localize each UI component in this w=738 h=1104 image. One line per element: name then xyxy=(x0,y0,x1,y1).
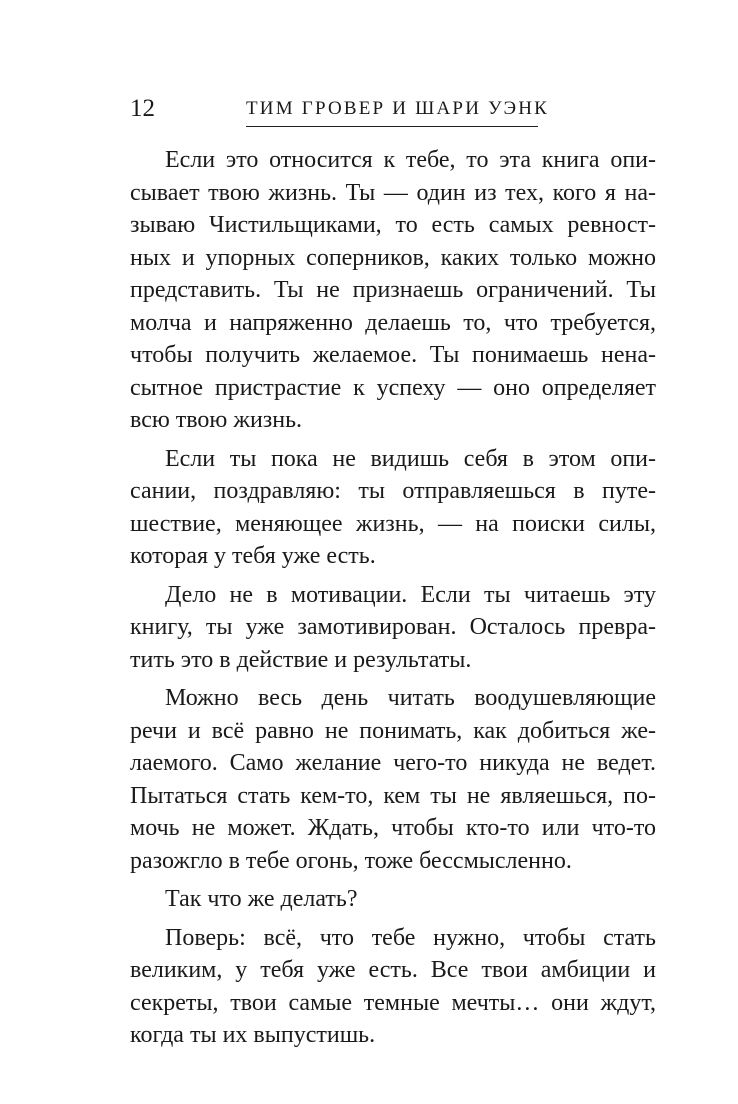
text-line: Можно весь день читать воодушевляющие xyxy=(165,685,656,711)
text-line: всю твою жизнь. xyxy=(130,407,303,433)
page-number: 12 xyxy=(130,95,155,122)
text-line: представить. Ты не признаешь ограничений. Ты xyxy=(130,277,656,303)
text-line: сывает твою жизнь. Ты — один из тех, кого я на- xyxy=(130,179,656,206)
paragraph xyxy=(130,922,656,1052)
paragraph xyxy=(130,443,656,573)
text-line: сытное пристрастие к успеху — оно определяет xyxy=(130,374,656,401)
body-text xyxy=(130,144,656,1058)
running-head xyxy=(130,92,550,126)
paragraph xyxy=(130,883,656,916)
text-line: мочь не может. Ждать, чтобы кто-то или что-то xyxy=(130,815,656,841)
text-line: речи и всё равно не понимать, как добиться же- xyxy=(130,717,656,744)
header-rule xyxy=(246,126,538,127)
text-line: шествие, меняющее жизнь, — на поиски силы, xyxy=(130,510,656,537)
text-line: Пытаться стать кем-то, кем ты не являешься, по- xyxy=(130,782,656,809)
text-line: лаемого. Само желание чего-то никуда не ведет. xyxy=(130,750,656,776)
text-line: сании, поздравляю: ты отправляешься в путе- xyxy=(130,478,656,504)
text-line: которая у тебя уже есть. xyxy=(130,543,376,569)
text-line: Поверь: всё, что тебе нужно, чтобы стать xyxy=(165,924,656,951)
text-line: Если ты пока не видишь себя в этом опи- xyxy=(165,445,656,472)
text-line: тить это в действие и результаты. xyxy=(130,646,472,673)
text-line: Дело не в мотивации. Если ты читаешь эту xyxy=(165,581,656,608)
text-line: секреты, твои самые темные мечты… они ждут, xyxy=(130,989,656,1016)
text-line: Если это относится к тебе, то эта книга опи- xyxy=(165,147,656,173)
paragraph xyxy=(130,579,656,677)
running-title: ТИМ ГРОВЕР И ШАРИ УЭНК xyxy=(246,98,550,119)
text-line: книгу, ты уже замотивирован. Осталось превра- xyxy=(130,614,656,640)
text-line: молча и напряженно делаешь то, что требуется, xyxy=(130,309,656,336)
paragraph xyxy=(130,144,656,437)
text-line: зываю Чистильщиками, то есть самых ревност- xyxy=(130,212,656,238)
text-line: великим, у тебя уже есть. Все твои амбиции и xyxy=(130,957,656,983)
text-line: разожгло в тебе огонь, тоже бессмысленно. xyxy=(130,847,572,874)
paragraph xyxy=(130,682,656,877)
text-line: когда ты их выпустишь. xyxy=(130,1022,376,1048)
text-line: Так что же делать? xyxy=(165,886,358,912)
text-line: чтобы получить желаемое. Ты понимаешь нена- xyxy=(130,342,656,368)
text-line: ных и упорных соперников, каких только можно xyxy=(130,244,656,271)
